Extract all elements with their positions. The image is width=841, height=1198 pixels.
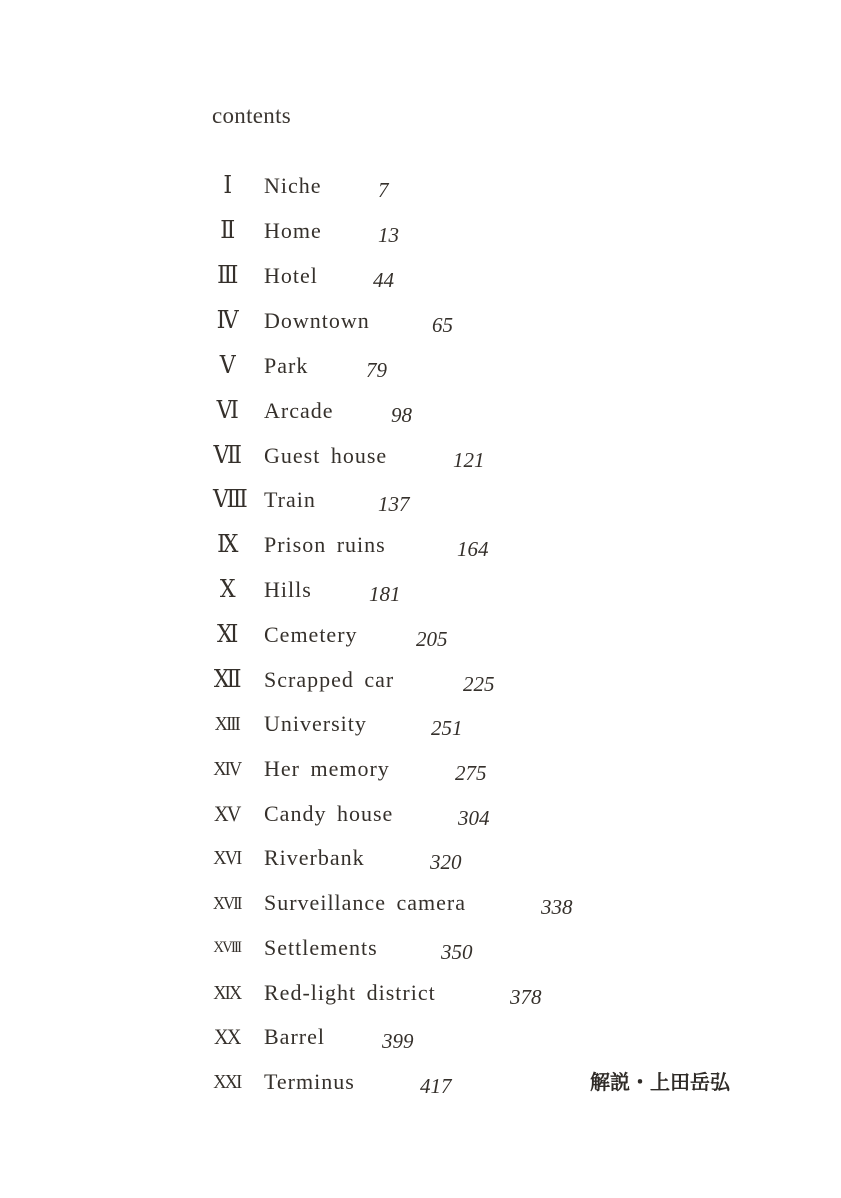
chapter-title: Downtown: [264, 308, 370, 333]
toc-entry-20: [0, 1022, 841, 1062]
chapter-title: Her memory: [264, 756, 390, 781]
chapter-page: 378: [510, 985, 542, 1009]
chapter-numeral: XVIII: [213, 939, 241, 956]
chapter-numeral: Ⅺ: [217, 622, 237, 648]
chapter-numeral: Ⅲ: [217, 263, 237, 289]
chapter-page: 121: [453, 448, 485, 472]
toc-entry-8: [0, 485, 841, 525]
chapter-numeral: Ⅵ: [216, 398, 237, 424]
chapter-title: Arcade: [264, 398, 334, 423]
chapter-page: 13: [378, 223, 399, 247]
toc-entry-13: [0, 709, 841, 749]
toc-entry-11: [0, 620, 841, 660]
chapter-page: 225: [463, 672, 495, 696]
chapter-page: 338: [541, 895, 573, 919]
chapter-numeral: Ⅶ: [213, 443, 241, 469]
chapter-numeral: XXI: [213, 1071, 241, 1093]
toc-entry-9: [0, 530, 841, 570]
chapter-title: Hotel: [264, 263, 318, 288]
chapter-numeral: Ⅹ: [219, 577, 234, 603]
chapter-numeral: XIV: [213, 758, 241, 780]
chapter-title: Hills: [264, 577, 312, 602]
toc-entry-18: [0, 933, 841, 973]
chapter-numeral: XVI: [213, 847, 241, 869]
toc-entry-6: [0, 396, 841, 436]
chapter-page: 320: [430, 850, 462, 874]
toc-entry-17: [0, 888, 841, 928]
chapter-page: 44: [373, 268, 394, 292]
chapter-numeral: Ⅻ: [213, 667, 240, 693]
chapter-page: 399: [382, 1029, 414, 1053]
chapter-title: Red-light district: [264, 980, 436, 1005]
chapter-numeral: XVII: [213, 893, 241, 913]
chapter-title: Train: [264, 487, 316, 512]
toc-entry-12: [0, 665, 841, 705]
toc-entry-10: [0, 575, 841, 615]
chapter-numeral: Ⅸ: [217, 532, 237, 558]
chapter-title: Settlements: [264, 935, 378, 960]
chapter-title: Guest house: [264, 443, 388, 468]
chapter-page: 98: [391, 403, 412, 427]
toc-entry-15: [0, 799, 841, 839]
toc-entry-16: [0, 843, 841, 883]
chapter-page: 79: [366, 358, 387, 382]
chapter-numeral: Ⅳ: [216, 308, 237, 334]
chapter-page: 251: [431, 716, 463, 740]
chapter-title: Terminus: [264, 1069, 355, 1094]
chapter-numeral: XIX: [213, 982, 241, 1004]
chapter-title: Candy house: [264, 801, 394, 826]
chapter-title: Niche: [264, 173, 322, 198]
toc-entry-7: [0, 441, 841, 481]
chapter-numeral: XV: [214, 801, 240, 826]
chapter-numeral: Ⅰ: [223, 173, 231, 199]
chapter-numeral: XIII: [214, 713, 239, 735]
chapter-page: 275: [455, 761, 487, 785]
chapter-title: Cemetery: [264, 622, 358, 647]
chapter-title: Park: [264, 353, 309, 378]
toc-entry-19: [0, 978, 841, 1018]
chapter-title: Home: [264, 218, 322, 243]
chapter-numeral: Ⅷ: [213, 487, 246, 513]
chapter-page: 137: [378, 492, 410, 516]
toc-entry-4: [0, 306, 841, 346]
commentary-credit: 解説・上田岳弘: [590, 1070, 730, 1094]
chapter-title: Riverbank: [264, 845, 365, 870]
chapter-title: University: [264, 711, 367, 736]
toc-entry-3: [0, 261, 841, 301]
chapter-page: 417: [420, 1074, 452, 1098]
chapter-page: 350: [441, 940, 473, 964]
contents-heading: contents: [212, 103, 292, 128]
chapter-page: 205: [416, 627, 448, 651]
chapter-page: 181: [369, 582, 401, 606]
toc-entry-1: [0, 171, 841, 211]
chapter-page: 7: [378, 178, 389, 202]
chapter-numeral: Ⅴ: [219, 353, 234, 379]
toc-entry-2: [0, 216, 841, 256]
chapter-page: 164: [457, 537, 489, 561]
chapter-page: 65: [432, 313, 453, 337]
toc-entry-14: [0, 754, 841, 794]
chapter-title: Scrapped car: [264, 667, 395, 692]
chapter-title: Barrel: [264, 1024, 325, 1049]
chapter-numeral: Ⅱ: [220, 218, 234, 244]
chapter-page: 304: [458, 806, 490, 830]
chapter-title: Surveillance camera: [264, 890, 466, 915]
chapter-numeral: XX: [214, 1024, 240, 1049]
chapter-title: Prison ruins: [264, 532, 386, 557]
toc-entry-5: [0, 351, 841, 391]
